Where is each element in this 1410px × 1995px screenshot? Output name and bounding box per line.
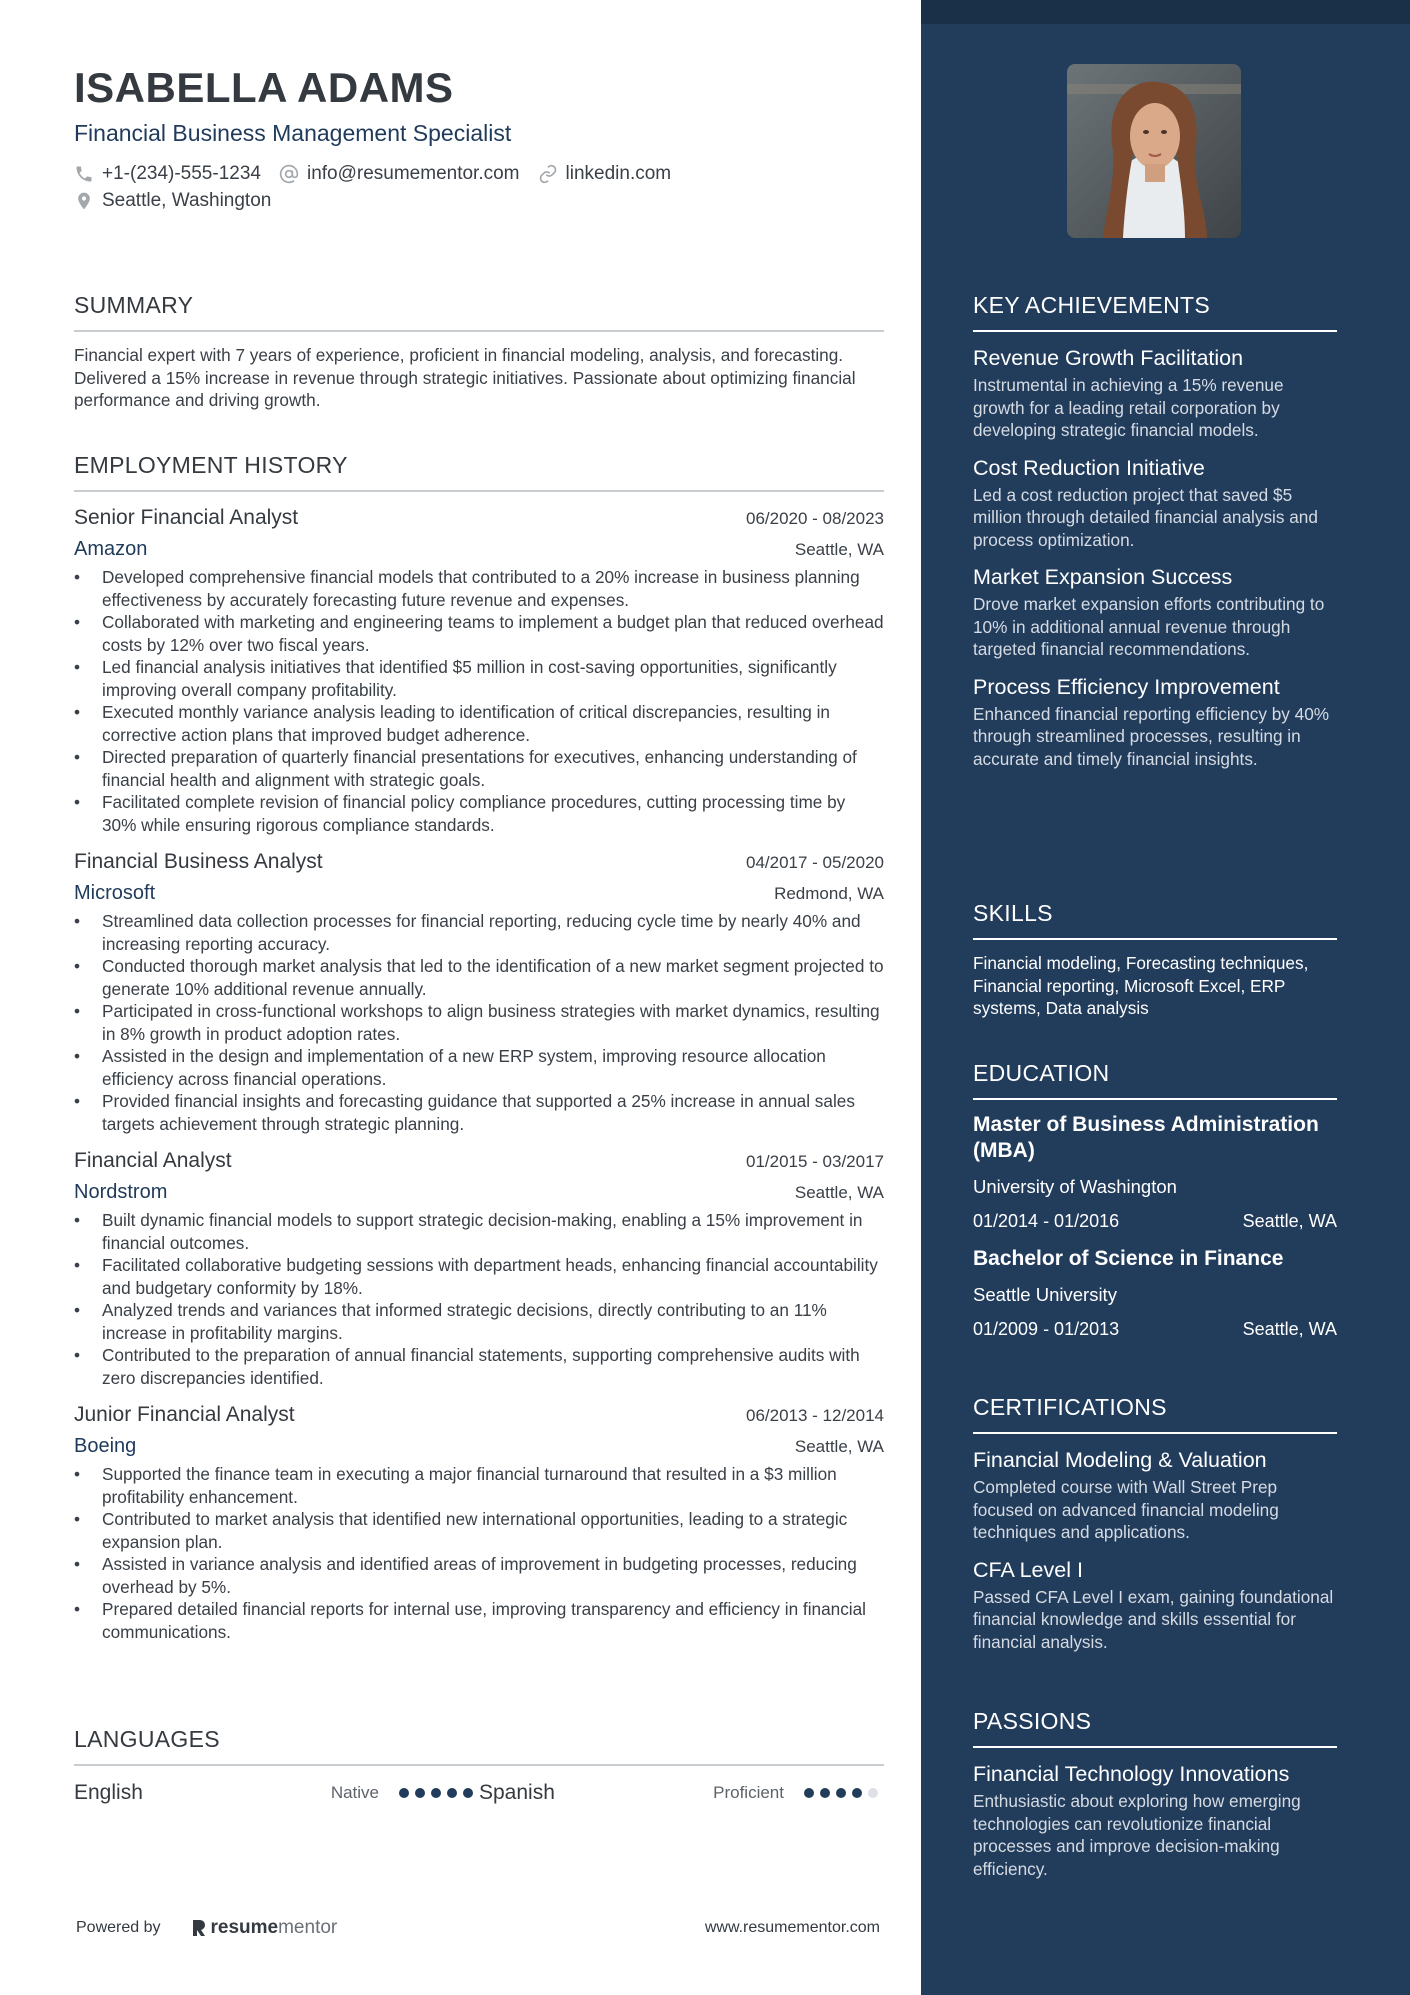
job-title: Junior Financial Analyst <box>74 1403 295 1426</box>
education-location: Seattle, WA <box>1242 1319 1337 1339</box>
footer <box>76 1917 880 1939</box>
resumementor-logo-icon <box>191 1918 207 1938</box>
phone-text: +1-(234)-555-1234 <box>102 162 261 184</box>
profile-portrait-image <box>1067 64 1241 238</box>
job-bullet: • Developed comprehensive financial models that contributed to a 20% increase in business planning effectiveness by accurately forecasting future revenue and expenses. <box>74 566 884 611</box>
job-entry <box>74 1145 884 1389</box>
certification-title: CFA Level I <box>973 1557 1083 1582</box>
job-bullet: • Facilitated complete revision of financial policy compliance procedures, cutting processing time by 30% while ensuring rigorous compliance standards. <box>74 791 884 836</box>
email-contact[interactable] <box>279 163 520 185</box>
passions-section <box>973 1706 1337 1880</box>
job-bullet: • Conducted thorough market analysis that led to the identification of a new market segment projected to generate 10% additional revenue annually. <box>74 955 884 1000</box>
linkedin-text: linkedin.com <box>565 162 672 184</box>
achievement-text: Led a cost reduction project that saved $5 million through detailed financial analysis and process optimization. <box>973 484 1318 550</box>
job-bullet: • Supported the finance team in executing a major financial turnaround that resulted in a $3 million profitability enhancement. <box>74 1463 884 1508</box>
achievement-text: Enhanced financial reporting efficiency by 40% through streamlined processes, resulting in accurate and timely financial insights. <box>973 703 1330 769</box>
education-item <box>973 1112 1337 1234</box>
passion-item <box>973 1758 1337 1880</box>
achievement-title: Revenue Growth Facilitation <box>973 346 1244 370</box>
achievement-item <box>973 342 1337 442</box>
proficiency-dot-filled <box>415 1788 425 1798</box>
job-location: Redmond, WA <box>774 884 884 903</box>
languages-section <box>74 1724 884 1808</box>
job-bullet: • Streamlined data collection processes for financial reporting, reducing cycle time by nearly 40% and increasing reporting accuracy. <box>74 910 884 955</box>
language-item <box>74 1781 479 1805</box>
summary-section <box>74 290 884 412</box>
link-icon <box>538 164 558 184</box>
job-bullet: • Directed preparation of quarterly financial presentations for executives, enhancing understanding of financial health and alignment with strategic goals. <box>74 746 884 791</box>
job-company: Nordstrom <box>74 1181 168 1203</box>
proficiency-dot-filled <box>852 1788 862 1798</box>
skills-section <box>973 898 1337 1020</box>
education-degree: Master of Business Administration (MBA) <box>973 1113 1319 1162</box>
brand-light: mentor <box>278 1917 338 1938</box>
achievements-title: KEY ACHIEVEMENTS <box>973 290 1337 332</box>
at-icon <box>279 164 299 184</box>
proficiency-dot-filled <box>463 1788 473 1798</box>
achievement-text: Instrumental in achieving a 15% revenue growth for a leading retail corporation by developing strategic financial models. <box>973 375 1284 440</box>
job-bullet: • Analyzed trends and variances that informed strategic decisions, directly contributing to an 11% increase in profitability margins. <box>74 1299 884 1344</box>
profile-photo <box>1067 64 1241 238</box>
education-dates: 01/2009 - 01/2013 <box>973 1319 1120 1339</box>
brand-bold: resume <box>210 1917 279 1938</box>
job-dates: 01/2015 - 03/2017 <box>745 1152 884 1171</box>
job-entry <box>74 502 884 836</box>
language-item <box>479 1781 884 1805</box>
employment-section <box>74 450 884 1643</box>
job-bullet: • Assisted in the design and implementation of a new ERP system, improving resource allocation efficiency across financial operations. <box>74 1045 884 1090</box>
proficiency-dot-empty <box>868 1788 878 1798</box>
certification-text: Completed course with Wall Street Prep focused on advanced financial modeling techniques and applications. <box>973 1477 1279 1542</box>
job-bullet: • Collaborated with marketing and engineering teams to implement a budget plan that reduced overhead costs by 12% over two fiscal years. <box>74 611 884 656</box>
job-dates: 06/2013 - 12/2014 <box>745 1406 884 1425</box>
passion-text: Enthusiastic about exploring how emerging technologies can revolutionize financial processes and improve decision-making efficiency. <box>973 1791 1301 1879</box>
job-bullet: • Built dynamic financial models to support strategic decision-making, enabling a 15% improvement in financial outcomes. <box>74 1209 884 1254</box>
proficiency-dot-filled <box>431 1788 441 1798</box>
education-dates: 01/2014 - 01/2016 <box>973 1211 1120 1231</box>
resume-header <box>74 62 884 214</box>
education-section <box>973 1058 1337 1342</box>
job-bullets <box>74 1463 884 1643</box>
certification-item <box>973 1554 1337 1654</box>
proficiency-dot-filled <box>447 1788 457 1798</box>
skills-title: SKILLS <box>973 898 1337 940</box>
job-bullets <box>74 910 884 1135</box>
language-name: Spanish <box>479 1781 555 1804</box>
brand-logo[interactable] <box>191 1917 338 1939</box>
job-dates: 06/2020 - 08/2023 <box>745 509 884 528</box>
achievement-title: Process Efficiency Improvement <box>973 674 1280 699</box>
proficiency-dot-filled <box>804 1788 814 1798</box>
passions-title: PASSIONS <box>973 1706 1337 1748</box>
job-bullet: • Led financial analysis initiatives that identified $5 million in cost-saving opportunities, significantly improving overall company profitability. <box>74 656 884 701</box>
location-pin-icon <box>74 191 94 211</box>
location-text: Seattle, Washington <box>102 189 272 211</box>
sidebar <box>921 0 1410 1995</box>
certification-title: Financial Modeling & Valuation <box>973 1448 1267 1472</box>
job-location: Seattle, WA <box>794 540 884 559</box>
phone-contact[interactable] <box>74 163 261 185</box>
education-item <box>973 1246 1337 1342</box>
certifications-section <box>973 1392 1337 1653</box>
proficiency-dot-filled <box>399 1788 409 1798</box>
achievements-section <box>973 290 1337 770</box>
phone-icon <box>74 164 94 184</box>
powered-by <box>76 1917 337 1939</box>
language-name: English <box>74 1781 143 1804</box>
summary-title: SUMMARY <box>74 290 884 332</box>
job-bullet: • Executed monthly variance analysis leading to identification of critical discrepancies, resulting in corrective action plans that improved budget adherence. <box>74 701 884 746</box>
summary-text: Financial expert with 7 years of experience, proficient in financial modeling, analysis, and forecasting. Delivered a 15% increase in revenue through strategic initiatives. Passionate about optimizing financial performance and driving growth. <box>74 345 856 410</box>
passion-title: Financial Technology Innovations <box>973 1762 1290 1786</box>
job-company: Boeing <box>74 1435 137 1457</box>
proficiency-dot-filled <box>820 1788 830 1798</box>
proficiency-dots <box>399 1788 479 1798</box>
education-location: Seattle, WA <box>1242 1211 1337 1231</box>
location-contact <box>74 190 271 212</box>
proficiency-dots <box>804 1788 884 1798</box>
job-bullets <box>74 1209 884 1389</box>
email-text: info@resumementor.com <box>306 162 520 184</box>
education-school: University of Washington <box>973 1176 1177 1197</box>
job-company: Microsoft <box>74 882 156 904</box>
job-dates: 04/2017 - 05/2020 <box>745 853 884 872</box>
job-title: Financial Analyst <box>74 1149 232 1172</box>
job-location: Seattle, WA <box>794 1183 884 1202</box>
linkedin-contact[interactable] <box>538 163 672 185</box>
candidate-name: ISABELLA ADAMS <box>74 64 454 111</box>
website-link[interactable]: www.resumementor.com <box>704 1919 880 1936</box>
sidebar-top-band <box>921 0 1410 24</box>
certifications-title: CERTIFICATIONS <box>973 1392 1337 1434</box>
job-bullet: • Provided financial insights and forecasting guidance that supported a 25% increase in annual sales targets achievement through strategic planning. <box>74 1090 884 1135</box>
certification-text: Passed CFA Level I exam, gaining foundational financial knowledge and skills essential for financial analysis. <box>973 1586 1334 1652</box>
powered-by-text: Powered by <box>76 1919 161 1936</box>
job-bullet: • Assisted in variance analysis and identified areas of improvement in budgeting processes, reducing overhead by 5%. <box>74 1553 884 1598</box>
job-location: Seattle, WA <box>794 1437 884 1456</box>
language-level: Native <box>330 1783 379 1802</box>
achievement-text: Drove market expansion efforts contributing to 10% in additional annual revenue through targeted financial recommendations. <box>973 594 1325 659</box>
job-bullet: • Facilitated collaborative budgeting sessions with department heads, enhancing financial accountability and budgetary conformity by 18%. <box>74 1254 884 1299</box>
job-entry <box>74 846 884 1135</box>
language-level: Proficient <box>713 1783 784 1802</box>
candidate-role: Financial Business Management Specialist <box>74 120 512 146</box>
proficiency-dot-filled <box>836 1788 846 1798</box>
job-bullet: • Participated in cross-functional workshops to align business strategies with market dynamics, resulting in 8% growth in product adoption rates. <box>74 1000 884 1045</box>
job-bullet: • Contributed to market analysis that identified new international opportunities, leading to a strategic expansion plan. <box>74 1508 884 1553</box>
certification-item <box>973 1444 1337 1544</box>
job-bullet: • Prepared detailed financial reports for internal use, improving transparency and efficiency in financial communications. <box>74 1598 884 1643</box>
job-bullets <box>74 566 884 836</box>
job-company: Amazon <box>74 538 148 560</box>
contact-info <box>74 160 884 214</box>
employment-title: EMPLOYMENT HISTORY <box>74 450 884 492</box>
job-bullet: • Contributed to the preparation of annual financial statements, supporting comprehensive audits with zero discrepancies identified. <box>74 1344 884 1389</box>
achievement-item <box>973 671 1337 771</box>
education-degree: Bachelor of Science in Finance <box>973 1247 1284 1270</box>
achievement-item <box>973 452 1337 552</box>
job-entry <box>74 1399 884 1643</box>
languages-title: LANGUAGES <box>74 1724 884 1766</box>
achievement-item <box>973 561 1337 661</box>
education-school: Seattle University <box>973 1284 1117 1305</box>
achievement-title: Cost Reduction Initiative <box>973 455 1205 480</box>
education-title: EDUCATION <box>973 1058 1337 1100</box>
skills-text: Financial modeling, Forecasting techniques, Financial reporting, Microsoft Excel, ERP systems, Data analysis <box>973 953 1309 1018</box>
job-title: Financial Business Analyst <box>74 850 323 873</box>
job-title: Senior Financial Analyst <box>74 506 299 529</box>
achievement-title: Market Expansion Success <box>973 565 1233 589</box>
